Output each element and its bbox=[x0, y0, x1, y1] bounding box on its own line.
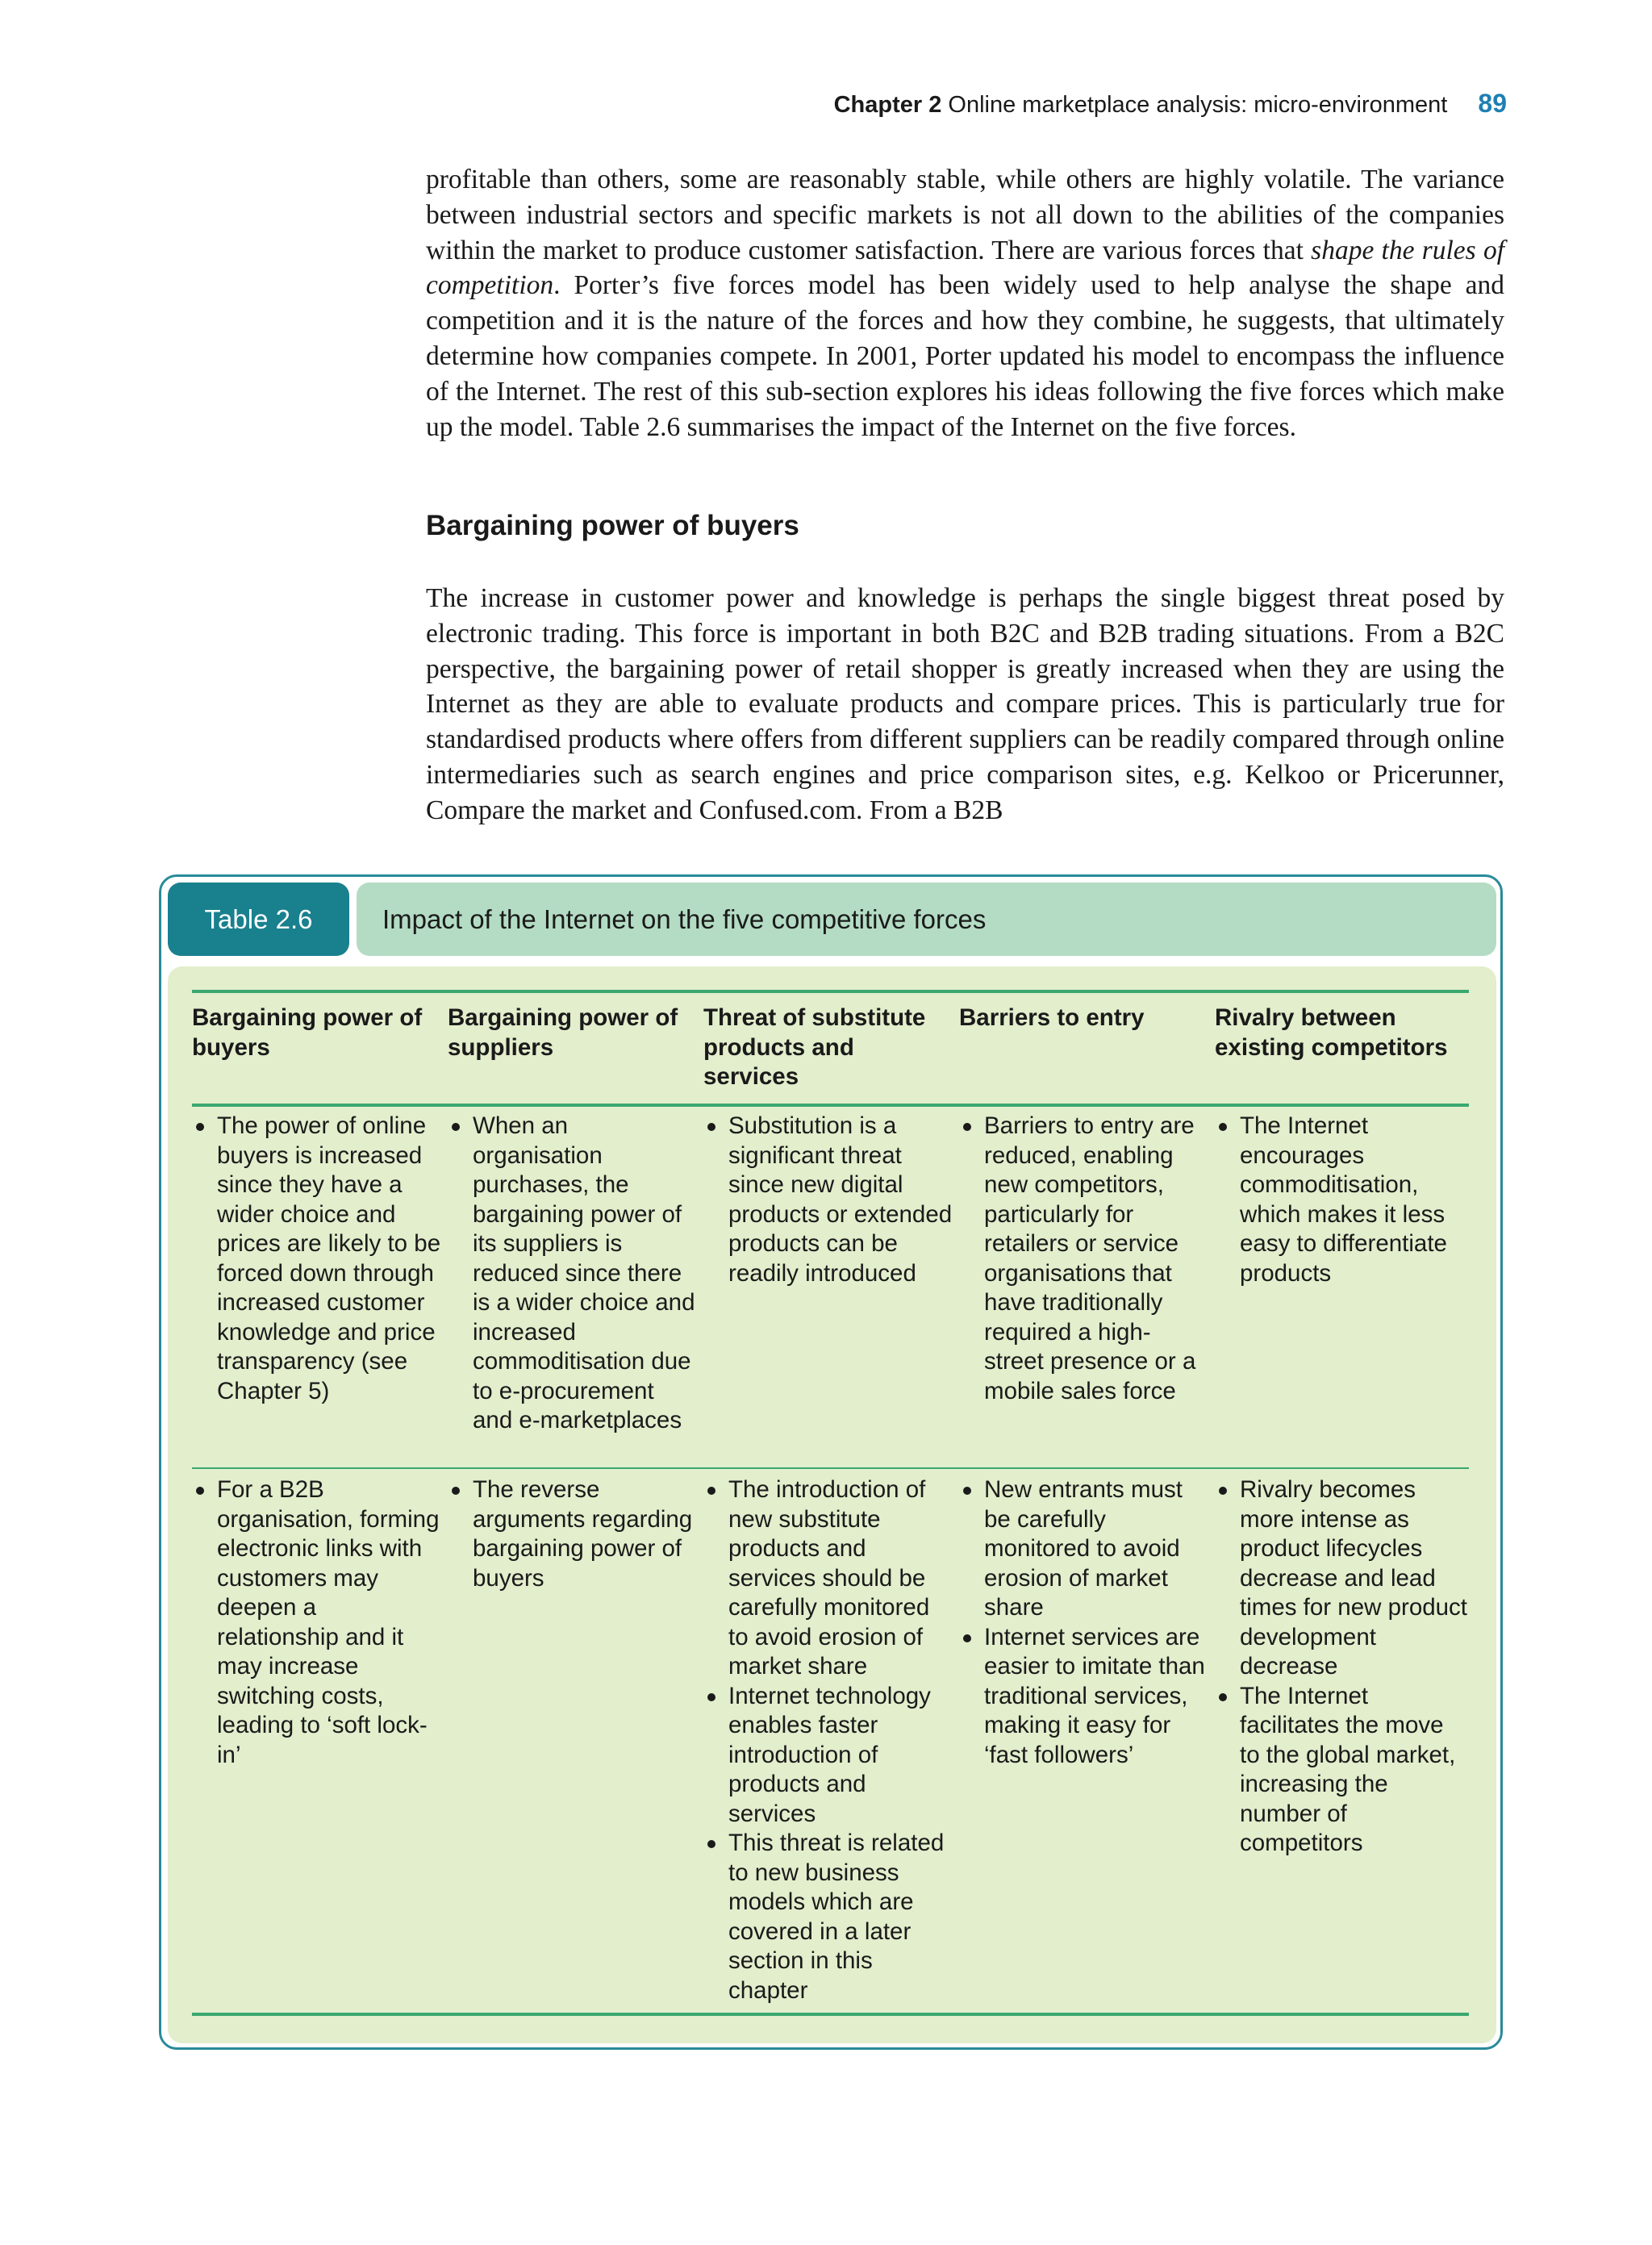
column-header-buyers: Bargaining power of buyers bbox=[192, 1004, 423, 1061]
bullet-item: Substitution is a significant threat since new digital products or extended products can be readily introduced bbox=[703, 1112, 953, 1288]
table-rule-top bbox=[192, 990, 1469, 993]
table-rule-header bbox=[192, 1104, 1469, 1107]
paragraph-emphasis: shape the rules of competition bbox=[426, 235, 1505, 301]
table-cell bbox=[448, 1475, 698, 1593]
bullet-item: The introduction of new substitute products and services should be carefully monitored to avoid erosion of market share bbox=[703, 1475, 953, 1682]
bullet-item: Internet technology enables faster introduction of products and services bbox=[703, 1682, 953, 1830]
bullet-item: For a B2B organisation, forming electronic links with customers may deepen a relationship and it may increase switching costs, leading to ‘soft lock-in’ bbox=[192, 1475, 442, 1770]
table-rule-middle bbox=[192, 1467, 1469, 1469]
table-cell bbox=[703, 1475, 953, 2005]
paragraph-text: . Porter’s five forces model has been widely used to help analyse the shape and competition and it is the nature of the forces and how they combine, he suggests, that ultimately determine how companies compete. In 2001, Porter updated his model to encompass the influence of the Internet. The rest of this sub-section explores his ideas following the five forces which make up the model. Table 2.6 summarises the impact of the Internet on the five forces. bbox=[426, 270, 1504, 442]
table-cell bbox=[192, 1112, 442, 1406]
chapter-label: Chapter 2 bbox=[833, 92, 942, 118]
bullet-item: Internet services are easier to imitate than traditional services, making it easy for ‘fast followers’ bbox=[959, 1623, 1209, 1771]
body-paragraph-1 bbox=[426, 162, 1504, 444]
paragraph-text: profitable than others, some are reasonably stable, while others are highly volatile. The variance between industrial sectors and specific markets is not all down to the abilities of the companies within the market to produce customer satisfaction. There are various forces that bbox=[426, 165, 1504, 265]
bullet-item: New entrants must be carefully monitored to avoid erosion of market share bbox=[959, 1475, 1209, 1623]
table-cell bbox=[192, 1475, 442, 1770]
page-number: 89 bbox=[1478, 89, 1507, 118]
bullet-item: Rivalry becomes more intense as product lifecycles decrease and lead times for new product development decrease bbox=[1215, 1475, 1469, 1682]
table-label: Table 2.6 bbox=[168, 883, 349, 956]
bullet-item: The Internet encourages commoditisation, which makes it less easy to differentiate products bbox=[1215, 1112, 1469, 1288]
bullet-item: The Internet facilitates the move to the global market, increasing the number of competitors bbox=[1215, 1682, 1469, 1859]
table-caption: Impact of the Internet on the five competitive forces bbox=[357, 883, 1496, 956]
table-cell bbox=[1215, 1475, 1469, 1859]
table-cell bbox=[959, 1475, 1209, 1770]
body-paragraph-2 bbox=[426, 581, 1504, 828]
table-cell bbox=[959, 1112, 1209, 1406]
table-cell bbox=[1215, 1112, 1469, 1288]
running-head bbox=[834, 89, 1507, 129]
paragraph-text: The increase in customer power and knowledge is perhaps the single biggest threat posed by electronic trading. This force is important in both B2C and B2B trading situations. From a B2C perspective, the bargaining power of retail shopper is greatly increased when they are using the Internet as they are able to evaluate products and compare prices. This is particularly true for standardised products where offers from different suppliers can be readily compared through online intermediaries such as search engines and price comparison sites, e.g. Kelkoo or Pricerunner, Compare the market and Confused.com. From a B2B bbox=[426, 583, 1504, 825]
chapter-title: Online marketplace analysis: micro-environment bbox=[948, 92, 1448, 118]
column-header-rivalry: Rivalry between existing competitors bbox=[1215, 1004, 1448, 1061]
table-cell bbox=[448, 1112, 698, 1436]
bullet-item: When an organisation purchases, the bargaining power of its suppliers is reduced since there is a wider choice and increased commoditisation due to e-procurement and e-marketplaces bbox=[448, 1112, 698, 1436]
bullet-item: Barriers to entry are reduced, enabling new competitors, particularly for retailers or service organisations that have traditionally required a high-street presence or a mobile sales force bbox=[959, 1112, 1209, 1406]
section-subheading: Bargaining power of buyers bbox=[426, 510, 799, 541]
bullet-item: The power of online buyers is increased since they have a wider choice and prices are likely to be forced down through increased customer knowledge and price transparency (see Chapter 5) bbox=[192, 1112, 442, 1406]
column-header-suppliers: Bargaining power of suppliers bbox=[448, 1004, 678, 1061]
table-cell bbox=[703, 1112, 953, 1288]
column-header-substitutes: Threat of substitute products and services bbox=[703, 1004, 926, 1090]
bullet-item: This threat is related to new business models which are covered in a later section in this chapter bbox=[703, 1829, 953, 2005]
table-rule-bottom bbox=[192, 2013, 1469, 2016]
column-header-barriers: Barriers to entry bbox=[959, 1004, 1145, 1031]
bullet-item: The reverse arguments regarding bargaining power of buyers bbox=[448, 1475, 698, 1593]
